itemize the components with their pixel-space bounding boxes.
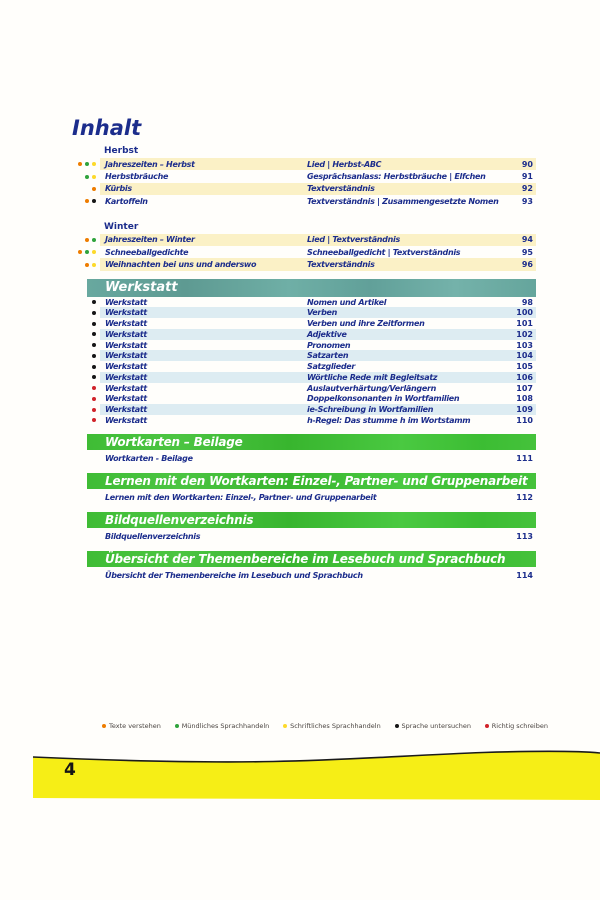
yellow-dot (92, 162, 96, 166)
row-stripe (100, 183, 536, 195)
row-stripe (100, 530, 536, 543)
entry-page: 104 (516, 351, 533, 361)
entry-page: 100 (516, 308, 533, 318)
black-dot (92, 343, 96, 347)
row-stripe (100, 452, 536, 465)
entry-page: 114 (516, 570, 533, 580)
row-stripe (100, 195, 536, 207)
toc-row (68, 404, 536, 415)
entry-title: Werkstatt (105, 415, 147, 425)
legend-item (283, 722, 381, 730)
appendix-section (0, 473, 600, 504)
black-dot (92, 365, 96, 369)
entry-page: 90 (521, 159, 533, 169)
activity-legend (102, 722, 548, 730)
activity-dots (68, 418, 100, 422)
entry-title: Herbstbräuche (105, 172, 169, 182)
black-dot (92, 300, 96, 304)
legend-item (175, 722, 270, 730)
orange-dot (78, 250, 82, 254)
toc-row (68, 491, 536, 504)
season-section (0, 222, 600, 271)
appendix-band (87, 473, 536, 490)
entry-description: Pronomen (307, 340, 351, 350)
activity-dots (68, 386, 100, 390)
appendix-band (87, 512, 536, 529)
entry-description: Textverständnis (307, 184, 375, 194)
entry-page: 112 (516, 492, 533, 502)
entry-page: 92 (521, 184, 533, 194)
entry-description: Textverständnis | Zusammengesetzte Nomen (307, 196, 499, 206)
entry-description: Lied | Textverständnis (307, 235, 400, 245)
row-stripe (100, 415, 536, 426)
activity-dots (68, 311, 100, 315)
toc-row (68, 329, 536, 340)
entry-page: 102 (516, 329, 533, 339)
yellow-dot (92, 263, 96, 267)
appendix-band-label: Lernen mit den Wortkarten: Einzel-, Partner- und Gruppenarbeit (105, 473, 528, 488)
werkstatt-band-label: Werkstatt (105, 280, 178, 296)
legend-item (485, 722, 548, 730)
toc-row (68, 258, 536, 270)
toc-row (68, 246, 536, 258)
black-dot (92, 311, 96, 315)
legend-label: Texte verstehen (109, 722, 161, 730)
toc-row (68, 158, 536, 170)
legend-item (102, 722, 161, 730)
black-dot (92, 322, 96, 326)
entry-description: Lied | Herbst-ABC (307, 159, 382, 169)
season-heading: Winter (104, 221, 139, 232)
activity-dots (68, 343, 100, 347)
toc-row (68, 361, 536, 372)
activity-dots (68, 250, 100, 254)
green-dot (85, 162, 89, 166)
activity-dots (68, 175, 100, 179)
yellow-dot (283, 724, 287, 728)
entry-description: Auslautverhärtung/Verlängern (307, 383, 437, 393)
entry-title: Weihnachten bei uns und anderswo (105, 260, 257, 270)
appendix-band-label: Bildquellenverzeichnis (105, 512, 254, 527)
activity-dots (68, 354, 100, 358)
entry-page: 103 (516, 340, 533, 350)
row-stripe (100, 170, 536, 182)
activity-dots (68, 408, 100, 412)
entry-title: Werkstatt (105, 329, 147, 339)
toc-row (68, 383, 536, 394)
entry-description: Adjektive (307, 329, 347, 339)
black-dot (92, 354, 96, 358)
entry-description: Verben (307, 308, 338, 318)
green-dot (92, 238, 96, 242)
season-section (0, 146, 600, 208)
black-dot (395, 724, 399, 728)
entry-title: Werkstatt (105, 362, 147, 372)
appendix-band (87, 434, 536, 451)
legend-label: Schriftliches Sprachhandeln (290, 722, 381, 730)
row-stripe (100, 258, 536, 270)
activity-dots (68, 397, 100, 401)
orange-dot (92, 187, 96, 191)
entry-title: Werkstatt (105, 405, 147, 415)
table-of-contents (0, 146, 600, 582)
season-heading: Herbst (104, 146, 139, 156)
entry-title: Werkstatt (105, 372, 147, 382)
footer-wave (33, 748, 600, 806)
season-sections (0, 146, 600, 271)
row-stripe (100, 393, 536, 404)
activity-dots (68, 365, 100, 369)
yellow-dot (92, 250, 96, 254)
entry-title: Werkstatt (105, 394, 147, 404)
row-stripe (100, 234, 536, 246)
appendix-band (87, 551, 536, 568)
entry-description: ie-Schreibung in Wortfamilien (307, 405, 434, 415)
entry-page: 95 (521, 247, 533, 257)
entry-page: 105 (516, 362, 533, 372)
toc-row (68, 452, 536, 465)
entry-title: Übersicht der Themenbereiche im Lesebuch und Sprachbuch (105, 570, 363, 580)
activity-dots (68, 322, 100, 326)
entry-title: Kürbis (105, 184, 132, 194)
orange-dot (102, 724, 106, 728)
toc-row (68, 530, 536, 543)
green-dot (175, 724, 179, 728)
entry-title: Jahreszeiten – Winter (105, 235, 195, 245)
toc-row (68, 340, 536, 351)
entry-page: 111 (516, 453, 533, 463)
entry-description: Doppelkonsonanten in Wortfamilien (307, 394, 460, 404)
entry-title: Lernen mit den Wortkarten: Einzel-, Partner- und Gruppenarbeit (105, 492, 377, 502)
entry-title: Wortkarten - Beilage (105, 453, 193, 463)
entry-page: 94 (521, 235, 533, 245)
entry-title: Werkstatt (105, 383, 147, 393)
entry-description: Verben und ihre Zeitformen (307, 319, 425, 329)
entry-title: Bildquellenverzeichnis (105, 531, 201, 541)
activity-dots (68, 332, 100, 336)
row-stripe (100, 404, 536, 415)
row-stripe (100, 383, 536, 394)
entry-page: 107 (516, 383, 533, 393)
appendix-band-label: Übersicht der Themenbereiche im Lesebuch und Sprachbuch (105, 551, 506, 566)
appendix-band-label: Wortkarten – Beilage (105, 434, 243, 449)
toc-row (68, 234, 536, 246)
entry-page: 106 (516, 372, 533, 382)
entry-page: 91 (521, 172, 533, 182)
row-stripe (100, 340, 536, 351)
entry-title: Werkstatt (105, 340, 147, 350)
entry-description: Satzarten (307, 351, 349, 361)
toc-row (68, 170, 536, 182)
activity-dots (68, 162, 100, 166)
row-stripe (100, 297, 536, 308)
entry-page: 96 (521, 260, 533, 270)
entry-page: 108 (516, 394, 533, 404)
row-stripe (100, 491, 536, 504)
entry-title: Werkstatt (105, 297, 147, 307)
appendix-section (0, 512, 600, 543)
entry-title: Kartoffeln (105, 196, 148, 206)
toc-row (68, 372, 536, 383)
entry-page: 113 (516, 531, 533, 541)
legend-label: Richtig schreiben (491, 722, 548, 730)
entry-page: 110 (516, 415, 533, 425)
legend-label: Mündliches Sprachhandeln (181, 722, 270, 730)
entry-description: h-Regel: Das stumme h im Wortstamm (307, 415, 471, 425)
row-stripe (100, 350, 536, 361)
activity-dots (68, 187, 100, 191)
entry-page: 101 (516, 319, 533, 329)
activity-dots (68, 263, 100, 267)
orange-dot (85, 238, 89, 242)
page-title: Inhalt (72, 116, 142, 140)
entry-page: 98 (521, 297, 533, 307)
row-stripe (100, 361, 536, 372)
black-dot (92, 375, 96, 379)
black-dot (92, 199, 96, 203)
entry-description: Nomen und Artikel (307, 297, 387, 307)
entry-page: 109 (516, 405, 533, 415)
red-dot (485, 724, 489, 728)
toc-row (68, 307, 536, 318)
entry-title: Werkstatt (105, 308, 147, 318)
appendix-section (0, 551, 600, 582)
toc-row (68, 195, 536, 207)
toc-row (68, 569, 536, 582)
entry-description: Wörtliche Rede mit Begleitsatz (307, 372, 438, 382)
appendix-section (0, 434, 600, 465)
red-dot (92, 408, 96, 412)
toc-row (68, 183, 536, 195)
activity-dots (68, 375, 100, 379)
red-dot (92, 386, 96, 390)
toc-row (68, 297, 536, 308)
orange-dot (85, 263, 89, 267)
orange-dot (78, 162, 82, 166)
row-stripe (100, 246, 536, 258)
red-dot (92, 418, 96, 422)
activity-dots (68, 238, 100, 242)
toc-row (68, 415, 536, 426)
entry-title: Schneeballgedichte (105, 247, 189, 257)
row-stripe (100, 158, 536, 170)
entry-title: Jahreszeiten – Herbst (105, 159, 195, 169)
entry-title: Werkstatt (105, 351, 147, 361)
legend-label: Sprache untersuchen (401, 722, 471, 730)
red-dot (92, 397, 96, 401)
page-number: 4 (64, 760, 76, 780)
row-stripe (100, 318, 536, 329)
orange-dot (85, 199, 89, 203)
entry-description: Textverständnis (307, 260, 375, 270)
entry-description: Gesprächsanlass: Herbstbräuche | Elfchen (307, 172, 486, 182)
row-stripe (100, 307, 536, 318)
green-dot (85, 250, 89, 254)
werkstatt-rows (0, 297, 600, 426)
entry-description: Schneeballgedicht | Textverständnis (307, 247, 461, 257)
entry-page: 93 (521, 196, 533, 206)
activity-dots (68, 300, 100, 304)
green-dot (85, 175, 89, 179)
toc-row (68, 393, 536, 404)
yellow-dot (92, 175, 96, 179)
black-dot (92, 332, 96, 336)
legend-item (395, 722, 471, 730)
appendix-sections (0, 434, 600, 582)
entry-title: Werkstatt (105, 319, 147, 329)
row-stripe (100, 569, 536, 582)
toc-row (68, 350, 536, 361)
activity-dots (68, 199, 100, 203)
row-stripe (100, 329, 536, 340)
entry-description: Satzglieder (307, 362, 356, 372)
toc-row (68, 318, 536, 329)
werkstatt-section-band (87, 279, 536, 297)
row-stripe (100, 372, 536, 383)
